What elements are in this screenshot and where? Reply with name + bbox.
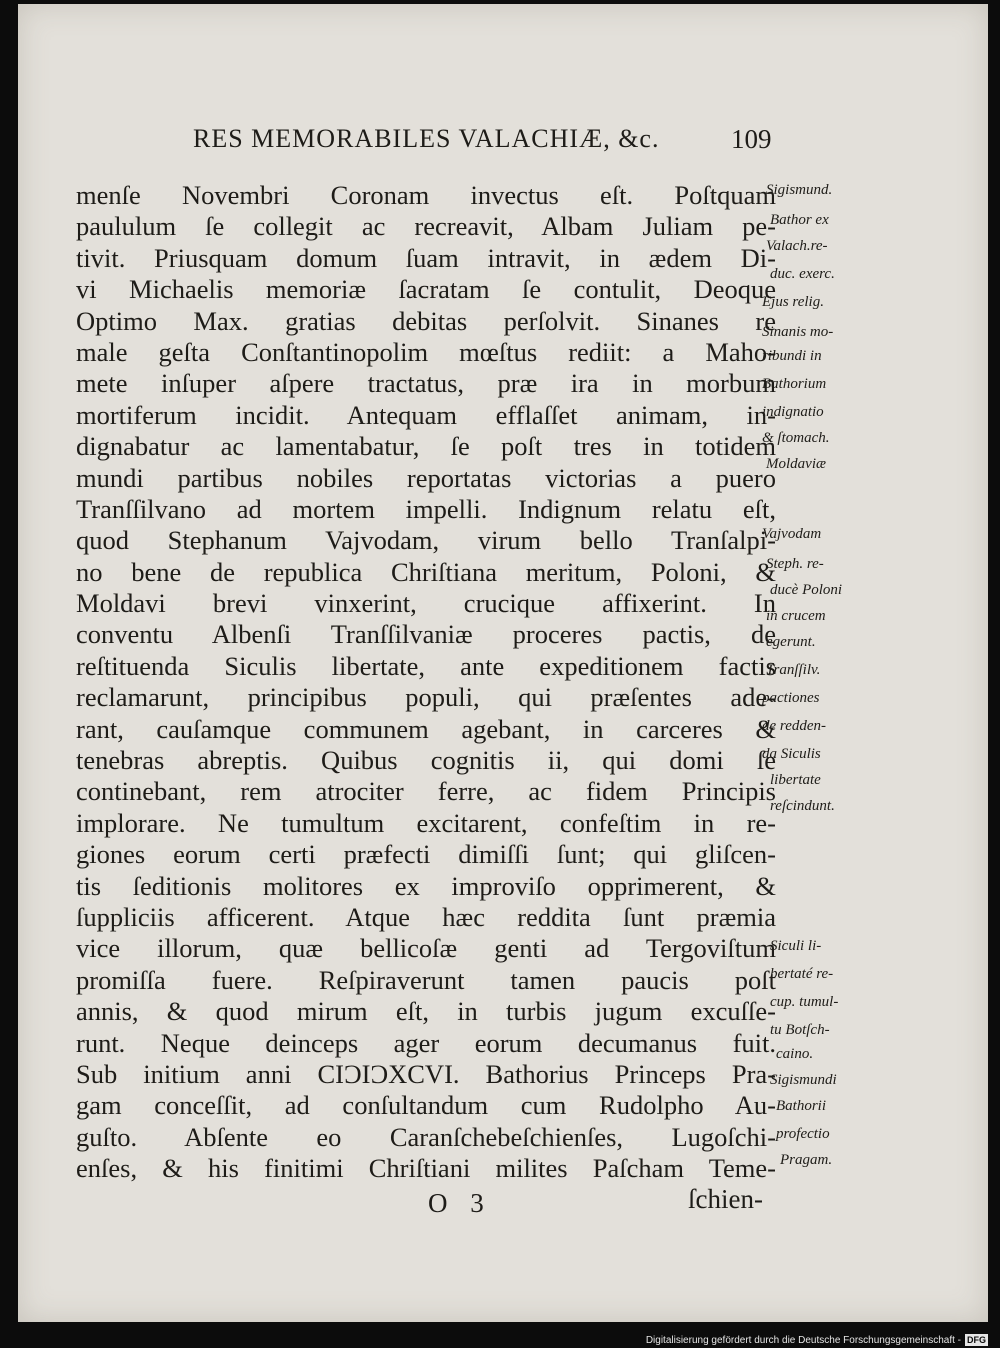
margin-note: egerunt. (766, 634, 816, 650)
text-line: giones eorum certi præfecti dimiſſi ſunt; qui gliſcen- (76, 839, 776, 870)
text-line: vi Michaelis memoriæ ſacratam ſe contulit, Deoque (76, 274, 776, 305)
margin-note: ribundi in (762, 348, 822, 364)
text-line: promiſſa fuere. Reſpiraverunt tamen paucis poſt (76, 964, 776, 995)
text-line: mete inſuper aſpere tractatus, præ ira in morbum (76, 368, 776, 399)
credit-text: Digitalisierung gefördert durch die Deutsche Forschungsgemeinschaft - (645, 1334, 961, 1346)
text-line: tis ſeditionis molitores ex improviſo opprimerent, & (76, 870, 776, 901)
margin-note: Valach.re- (766, 238, 828, 254)
text-line: implorare. Ne tumultum excitarent, confeſtim in re- (76, 807, 776, 838)
margin-note: duc. exerc. (770, 266, 835, 282)
margin-note: & ſtomach. (762, 430, 830, 446)
margin-note: da Siculis (762, 746, 821, 762)
digitization-credit (646, 1334, 988, 1346)
margin-note: reſcindunt. (770, 798, 835, 814)
margin-note: Ejus relig. (762, 294, 824, 310)
text-line: no bene de republica Chriſtiana meritum, Poloni, & (76, 556, 776, 587)
text-line: annis, & quod mirum eſt, in turbis jugum excuſſe- (76, 996, 776, 1027)
text-line: tenebras abreptis. Quibus cognitis ii, qui domi ſe (76, 745, 776, 776)
text-line: tivit. Priusquam domum ſuam intravit, in ædem Di- (76, 242, 776, 273)
text-line: menſe Novembri Coronam invectus eſt. Poſtquam (76, 180, 776, 210)
text-line: reſtituenda Siculis libertate, ante expeditionem factis (76, 650, 776, 681)
margin-note: ducè Poloni (770, 582, 843, 598)
text-line: reclamarunt, principibus populi, qui præſentes ade- (76, 682, 776, 713)
text-line: continebant, rem atrociter ferre, ac fidem Principis (76, 776, 776, 807)
margin-note: pactiones (762, 690, 820, 706)
text-line: ſuppliciis afficerent. Atque hæc reddita ſunt præmia (76, 901, 776, 932)
text-line: male geſta Conſtantinopolim mœſtus rediit: a Maho- (76, 336, 776, 367)
text-line: Tranſſilvano ad mortem impelli. Indignum relatu eſt, (76, 493, 776, 524)
margin-note: cup. tumul- (770, 994, 839, 1010)
margin-note: tu Botſch- (770, 1022, 830, 1038)
text-line: gam conceſſit, ad conſultandum cum Rudolpho Au- (76, 1090, 776, 1121)
margin-note: in crucem (766, 608, 826, 624)
catchword: ſchien- (688, 1184, 763, 1214)
margin-note: caino. (776, 1046, 814, 1062)
text-line: dignabatur ac lamentabatur, ſe poſt tres in totidem (76, 431, 776, 462)
body-text (76, 180, 776, 1185)
margin-note: profectio (776, 1126, 830, 1142)
text-line: Moldavi brevi vinxerint, crucique affixerint. In (76, 588, 776, 619)
margin-note: bertaté re- (770, 966, 834, 982)
dfg-logo: DFG (967, 1335, 986, 1345)
text-line: enſes, & his finitimi Chriſtiani milites Paſcham Teme- (76, 1153, 776, 1184)
signature-mark: O 3 (428, 1188, 492, 1218)
margin-note: Sinanis mo- (762, 324, 834, 340)
margin-note: indignatio (762, 404, 824, 420)
text-line: mortiferum incidit. Antequam efflaſſet animam, in- (76, 399, 776, 430)
margin-note: Bathorium (762, 376, 827, 392)
margin-note: Siculi li- (770, 938, 822, 954)
book-page (18, 4, 988, 1322)
text-line: guſto. Abſente eo Caranſchebeſchienſes, Lugoſchi- (76, 1121, 776, 1152)
text-line: quod Stephanum Vajvodam, virum bello Tranſalpi- (76, 525, 776, 556)
margin-note: Bathor ex (770, 212, 829, 228)
text-line: paululum ſe collegit ac recreavit, Albam Juliam pe- (76, 211, 776, 242)
text-line: conventu Albenſi Tranſſilvaniæ proceres pactis, de (76, 619, 776, 650)
margin-note: Pragam. (780, 1152, 833, 1168)
margin-note: Sigismund. (766, 182, 833, 198)
margin-note: Steph. re- (766, 556, 824, 572)
text-line: mundi partibus nobiles reportatas victorias a puero (76, 462, 776, 493)
margin-note: de redden- (762, 718, 826, 734)
page-number: 109 (731, 124, 772, 154)
margin-note: libertate (770, 772, 821, 788)
running-title: RES MEMORABILES VALACHIÆ, &c. (193, 124, 660, 153)
margin-note: Moldaviæ (766, 456, 826, 472)
text-line: rant, cauſamque communem agebant, in carceres & (76, 713, 776, 744)
text-line: Optimo Max. gratias debitas perſolvit. Sinanes re (76, 305, 776, 336)
text-line: vice illorum, quæ bellicoſæ genti ad Tergoviſtum (76, 933, 776, 964)
margin-note: Vajvodam (762, 526, 822, 542)
text-line: runt. Neque deinceps ager eorum decumanus fuit. (76, 1027, 776, 1058)
margin-note: Sigismundi (770, 1072, 837, 1088)
margin-note: Tranſſilv. (766, 662, 821, 678)
text-line: Sub initium anni CIƆIƆXCVI. Bathorius Princeps Pra- (76, 1058, 776, 1089)
margin-note: Bathorii (776, 1098, 827, 1114)
